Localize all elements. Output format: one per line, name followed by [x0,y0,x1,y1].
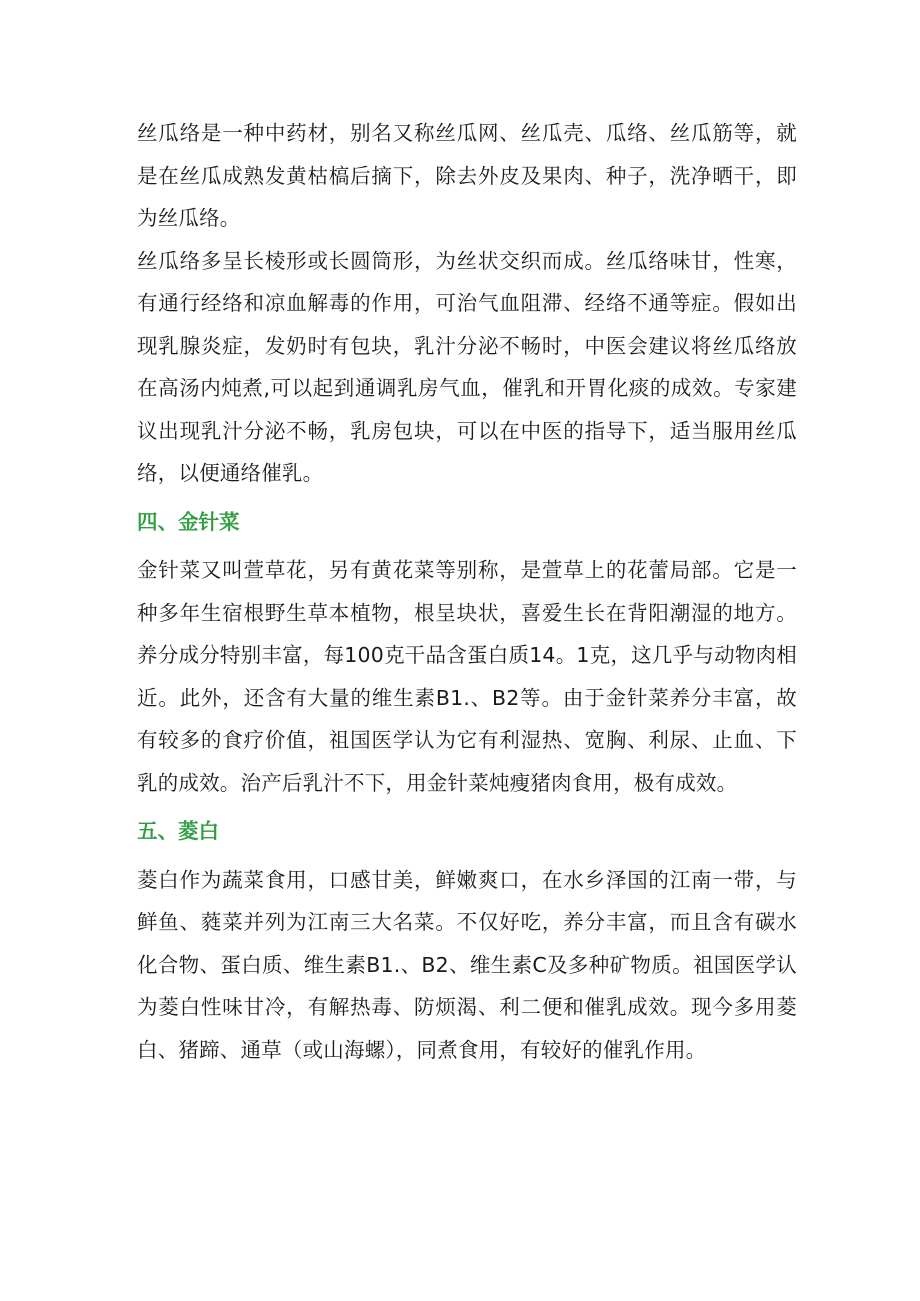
section-heading-daylily: 四、金针菜 [137,509,240,534]
paragraph-daylily: 金针菜又叫萱草花，另有黄花菜等别称，是萱草上的花蕾局部。它是一种多年生宿根野生草本植物，根呈块状，喜爱生长在背阳潮湿的地方。养分成分特别丰富，每100克干品含蛋白质14。1克，这几乎与动物肉相近。此外，还含有大量的维生素B1.、B2等。由于金针菜养分丰富，故有较多的食疗价值，祖国医学认为它有利湿热、宽胸、利尿、止血、下乳的成效。治产后乳汁不下，用金针菜炖瘦猪肉食用，极有成效。 [137,558,797,795]
paragraph-luffa-effect: 丝瓜络多呈长棱形或长圆筒形，为丝状交织而成。丝瓜络味甘，性寒，有通行经络和凉血解毒的作用，可治气血阻滞、经络不通等症。假如出现乳腺炎症，发奶时有包块，乳汁分泌不畅时，中医会建议将丝瓜络放在高汤内炖煮,可以起到通调乳房气血，催乳和开胃化痰的成效。专家建议出现乳汁分泌不畅，乳房包块，可以在中医的指导下，适当服用丝瓜络，以便通络催乳。 [137,248,797,485]
paragraph-luffa-intro: 丝瓜络是一种中药材，别名又称丝瓜网、丝瓜壳、瓜络、丝瓜筋等，就是在丝瓜成熟发黄枯槁后摘下，除去外皮及果肉、种子，洗净晒干，即为丝瓜络。 [137,121,797,230]
paragraph-wild-rice: 菱白作为蔬菜食用，口感甘美，鲜嫩爽口，在水乡泽国的江南一带，与鲜鱼、蕤菜并列为江南三大名菜。不仅好吃，养分丰富，而且含有碳水化合物、蛋白质、维生素B1.、B2、维生素C及多种矿物质。祖国医学认为菱白性味甘冷，有解热毒、防烦渴、利二便和催乳成效。现今多用菱白、猪蹄、通草（或山海螺），同煮食用，有较好的催乳作用。 [137,867,797,1062]
section-heading-wild-rice: 五、菱白 [137,819,219,843]
document-body [137,112,797,1071]
